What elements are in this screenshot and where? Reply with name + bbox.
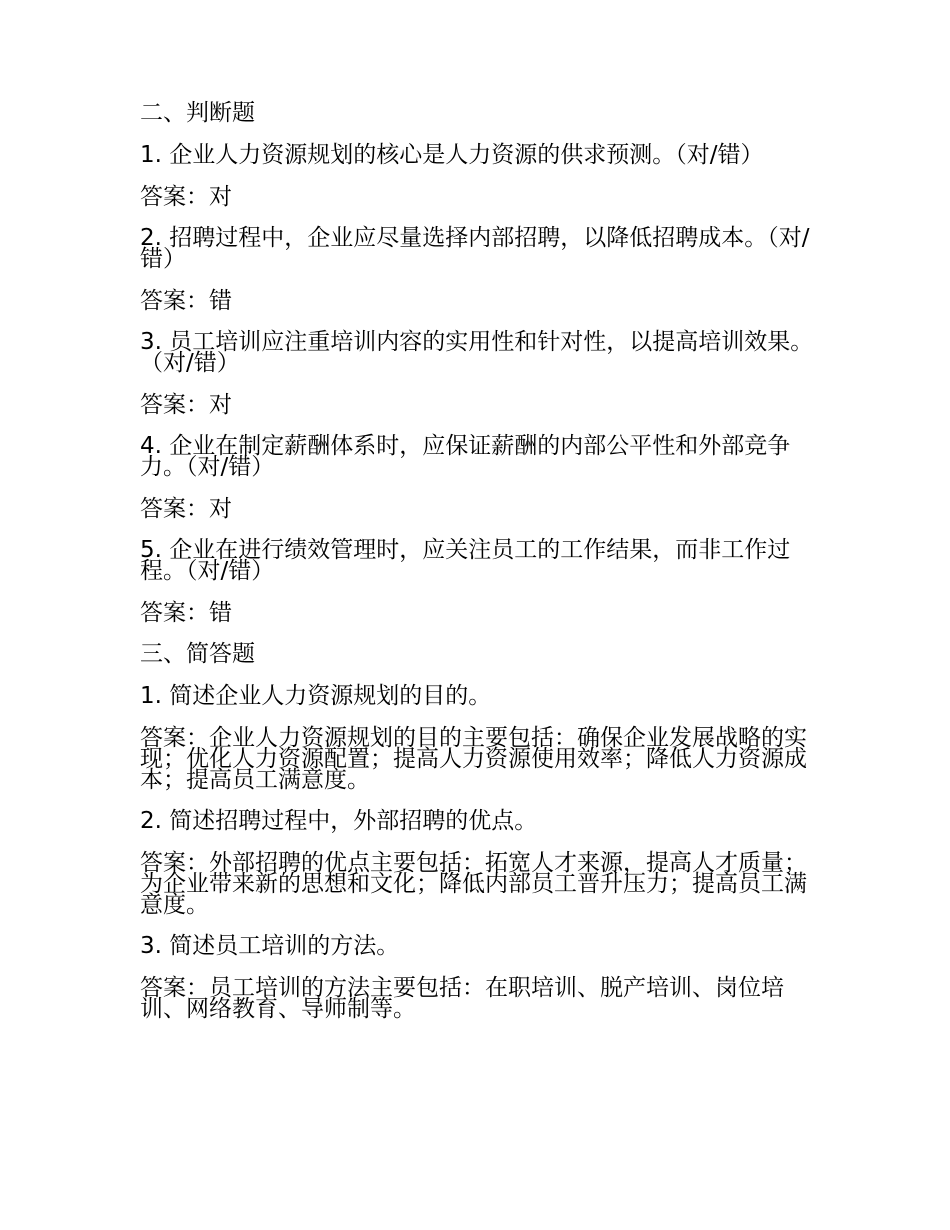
question-3-2: 2. 简述招聘过程中，外部招聘的优点。 <box>140 808 538 834</box>
question-2-4: 4. 企业在制定薪酬体系时，应保证薪酬的内部公平性和外部竞争力。（对/错） <box>140 433 791 480</box>
question-3-3: 3. 简述员工培训的方法。 <box>140 933 400 959</box>
answer-3-3: 答案：员工培训的方法主要包括：在职培训、脱产培训、岗位培训、网络教育、导师制等。 <box>140 975 784 1022</box>
question-2-1: 1. 企业人力资源规划的核心是人力资源的供求预测。（对/错） <box>140 142 764 168</box>
question-2-3: 3. 员工培训应注重培训内容的实用性和针对性，以提高培训效果。（对/错） <box>140 329 814 376</box>
answer-2-2: 答案：错 <box>140 288 232 314</box>
section-heading-judgement: 二、判断题 <box>140 100 255 126</box>
question-3-1: 1. 简述企业人力资源规划的目的。 <box>140 683 492 709</box>
document-page <box>140 100 815 1040</box>
answer-2-5: 答案：错 <box>140 600 232 626</box>
answer-2-3: 答案：对 <box>140 392 232 418</box>
question-2-5: 5. 企业在进行绩效管理时，应关注员工的工作结果，而非工作过程。（对/错） <box>140 537 791 584</box>
section-heading-short-answer: 三、简答题 <box>140 641 255 667</box>
answer-2-1: 答案：对 <box>140 184 232 210</box>
question-2-2: 2. 招聘过程中，企业应尽量选择内部招聘，以降低招聘成本。（对/错） <box>140 225 810 272</box>
answer-2-4: 答案：对 <box>140 496 232 522</box>
answer-3-2: 答案：外部招聘的优点主要包括：拓宽人才来源，提高人才质量；为企业带来新的思想和文化；降低内部员工晋升压力；提高员工满意度。 <box>140 850 807 918</box>
answer-3-1: 答案：企业人力资源规划的目的主要包括：确保企业发展战略的实现；优化人力资源配置；提高人力资源使用效率；降低人力资源成本；提高员工满意度。 <box>140 725 807 793</box>
